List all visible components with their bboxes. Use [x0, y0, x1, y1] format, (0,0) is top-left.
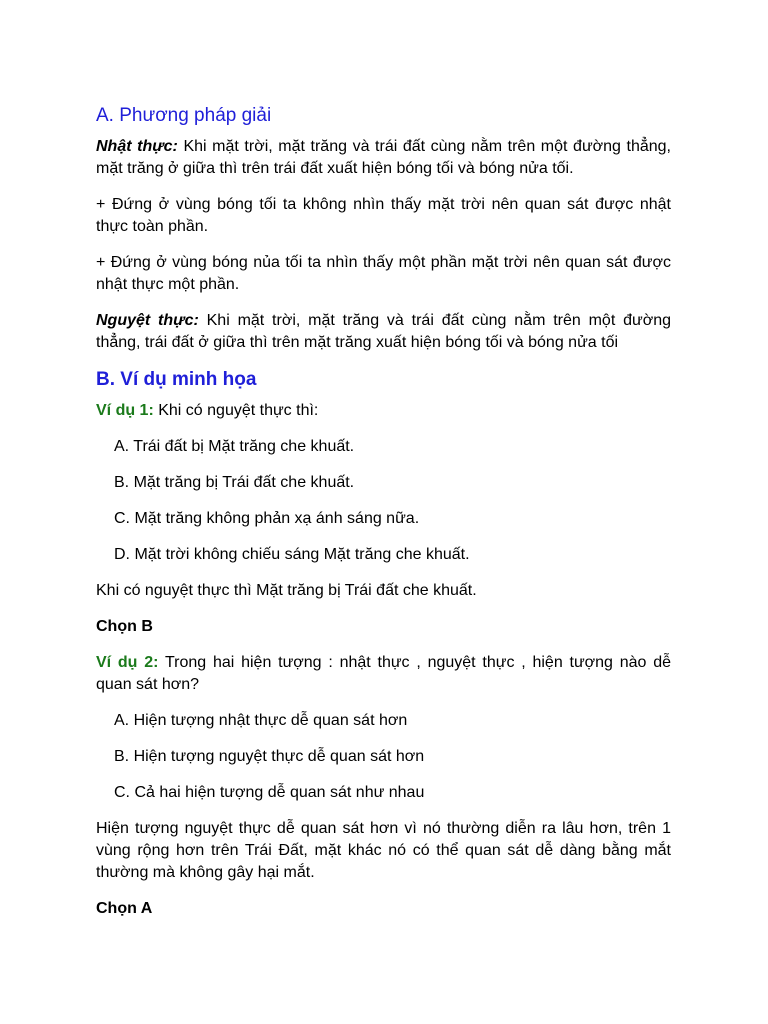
example-1-explanation: Khi có nguyệt thực thì Mặt trăng bị Trái đất che khuất. — [96, 582, 477, 599]
example-1-option-a: A. Trái đất bị Mặt trăng che khuất. — [114, 438, 355, 455]
example-2-label: Ví dụ 2: — [96, 654, 159, 671]
example-2-option-c: C. Cả hai hiện tượng dễ quan sát như nhau — [114, 784, 425, 801]
example-1-question-text: Khi có nguyệt thực thì: — [153, 402, 319, 419]
document-content — [96, 103, 671, 920]
example-2-answer: Chọn A — [96, 900, 153, 917]
example-2-option-a: A. Hiện tượng nhật thực dễ quan sát hơn — [114, 712, 408, 729]
example-1-answer: Chọn B — [96, 618, 153, 635]
example-1-question — [96, 400, 671, 422]
example-1-option-d: D. Mặt trời không chiếu sáng Mặt trăng che khuất. — [114, 546, 470, 563]
nhat-thuc-paragraph — [96, 136, 671, 180]
point-2-paragraph: + Đứng ở vùng bóng nủa tối ta nhìn thấy một phần mặt trời nên quan sát được nhật thực một phần. — [96, 254, 671, 293]
nguyet-thuc-label: Nguyệt thực: — [96, 312, 199, 329]
section-b-title: B. Ví dụ minh họa — [96, 369, 257, 390]
nguyet-thuc-paragraph — [96, 310, 671, 354]
example-1-label: Ví dụ 1: — [96, 402, 154, 419]
nhat-thuc-label: Nhật thực: — [96, 138, 178, 155]
example-2-question — [96, 652, 671, 696]
example-2-option-b: B. Hiện tượng nguyệt thực dễ quan sát hơn — [114, 748, 425, 765]
example-1-option-b: B. Mặt trăng bị Trái đất che khuất. — [114, 474, 355, 491]
example-1-option-c: C. Mặt trăng không phản xạ ánh sáng nữa. — [114, 510, 420, 527]
example-2-explanation: Hiện tượng nguyệt thực dễ quan sát hơn vì nó thường diễn ra lâu hơn, trên 1 vùng rộng hơn trên Trái Đất, mặt khác nó có thể quan sát dễ dàng bằng mắt thường mà không gây hại mắt. — [96, 820, 671, 881]
point-1-paragraph: + Đứng ở vùng bóng tối ta không nhìn thấy mặt trời nên quan sát được nhật thực toàn phần. — [96, 196, 671, 235]
section-a-title: A. Phương pháp giải — [96, 105, 272, 126]
nhat-thuc-text: Khi mặt trời, mặt trăng và trái đất cùng nằm trên một đường thẳng, mặt trăng ở giữa thì trên trái đất xuất hiện bóng tối và bóng nửa tối. — [96, 138, 672, 177]
nguyet-thuc-text: Khi mặt trời, mặt trăng và trái đất cùng nằm trên một đường thẳng, trái đất ở giữa thì trên mặt trăng xuất hiện bóng tối và bóng nửa tối — [96, 312, 671, 351]
example-2-question-text: Trong hai hiện tượng : nhật thực , nguyệt thực , hiện tượng nào dễ quan sát hơn? — [96, 654, 672, 693]
